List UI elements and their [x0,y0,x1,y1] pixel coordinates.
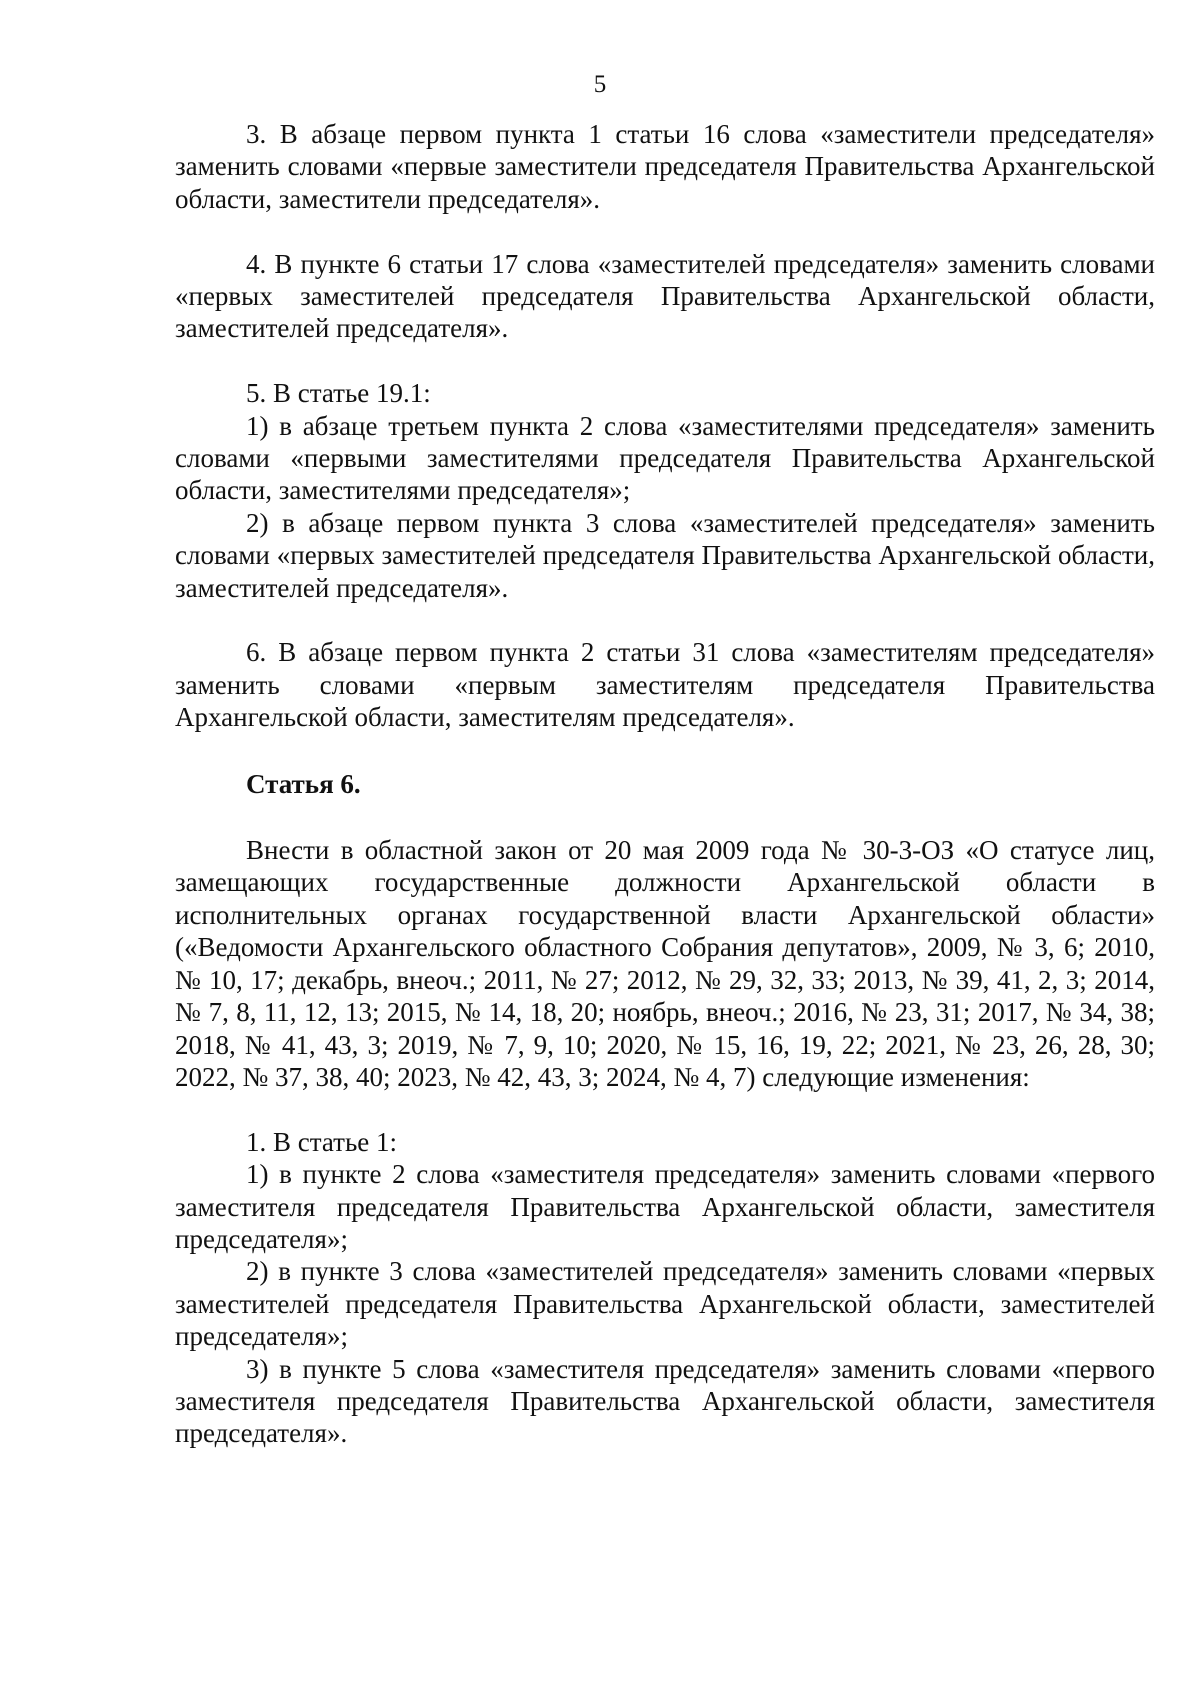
paragraph-spacer [175,215,1155,247]
article-6-item-1-intro: 1. В статье 1: [246,1126,398,1157]
paragraph-item-5-sub-1: 1) в абзаце третьем пункта 2 слова «заместителями председателя» заменить словами «первыми заместителями председателя Правительства Архангельской области, заместителями председателя»; [175,410,1155,506]
article-6-heading: Статья 6. [246,768,361,799]
paragraph-item-5-sub-2: 2) в абзаце первом пункта 3 слова «заместителей председателя» заменить словами «первых заместителей председателя Правительства Архангельской области, заместителей председателя». [175,507,1155,603]
paragraph-spacer [175,734,1155,768]
paragraph-spacer [175,604,1155,636]
article-6-item-1-sub-2: 2) в пункте 3 слова «заместителей председателя» заменить словами «первых заместителей председателя Правительства Архангельской области, заместителей председателя»; [175,1256,1155,1352]
article-6-item-1-sub-3: 3) в пункте 5 слова «заместителя председателя» заменить словами «первого заместителя председателя Правительства Архангельской области, заместителя председателя». [175,1353,1155,1449]
paragraph-spacer [175,1093,1155,1125]
paragraph-spacer [175,345,1155,377]
article-6-item-1-sub-1: 1) в пункте 2 слова «заместителя председателя» заменить словами «первого заместителя председателя Правительства Архангельской области, заместителя председателя»; [175,1159,1155,1254]
paragraph-item-6: 6. В абзаце первом пункта 2 статьи 31 слова «заместителям председателя» заменить словами «первым заместителям председателя Правительства Архангельской области, заместителям председателя». [175,637,1155,733]
paragraph-item-3: 3. В абзаце первом пункта 1 статьи 16 слова «заместители председателя» заменить словами «первые заместители председателя Правительства Архангельской области, заместители председателя». [175,119,1155,214]
article-6-intro: Внести в областной закон от 20 мая 2009 года № 30-3-ОЗ «О статусе лиц, замещающих государственные должности Архангельской области в исполнительных органах государственной власти Архангельской области» («Ведомости Архангельского областного Собрания депутатов», 2009, № 3, 6; 2010, № 10, 17; декабрь, внеоч.; 2011, № 27; 2012, № 29, 32, 33; 2013, № 39, 41, 2, 3; 2014, № 7, 8, 11, 12, 13; 2015, № 14, 18, 20; ноябрь, внеоч.; 2016, № 23, 31; 2017, № 34, 38; 2018, № 41, 43, 3; 2019, № 7, 9, 10; 2020, № 15, 16, 19, 22; 2021, № 23, 26, 28, 30; 2022, № 37, 38, 40; 2023, № 42, 43, 3; 2024, № 4, 7) следующие изменения: [175,835,1155,1092]
page-number: 5 [593,71,607,98]
paragraph-item-4: 4. В пункте 6 статьи 17 слова «заместителей председателя» заменить словами «первых заместителей председателя Правительства Архангельской области, заместителей председателя». [175,248,1155,344]
paragraph-item-5-intro: 5. В статье 19.1: [246,378,431,409]
document-body [175,118,1155,1450]
paragraph-spacer [175,800,1155,834]
